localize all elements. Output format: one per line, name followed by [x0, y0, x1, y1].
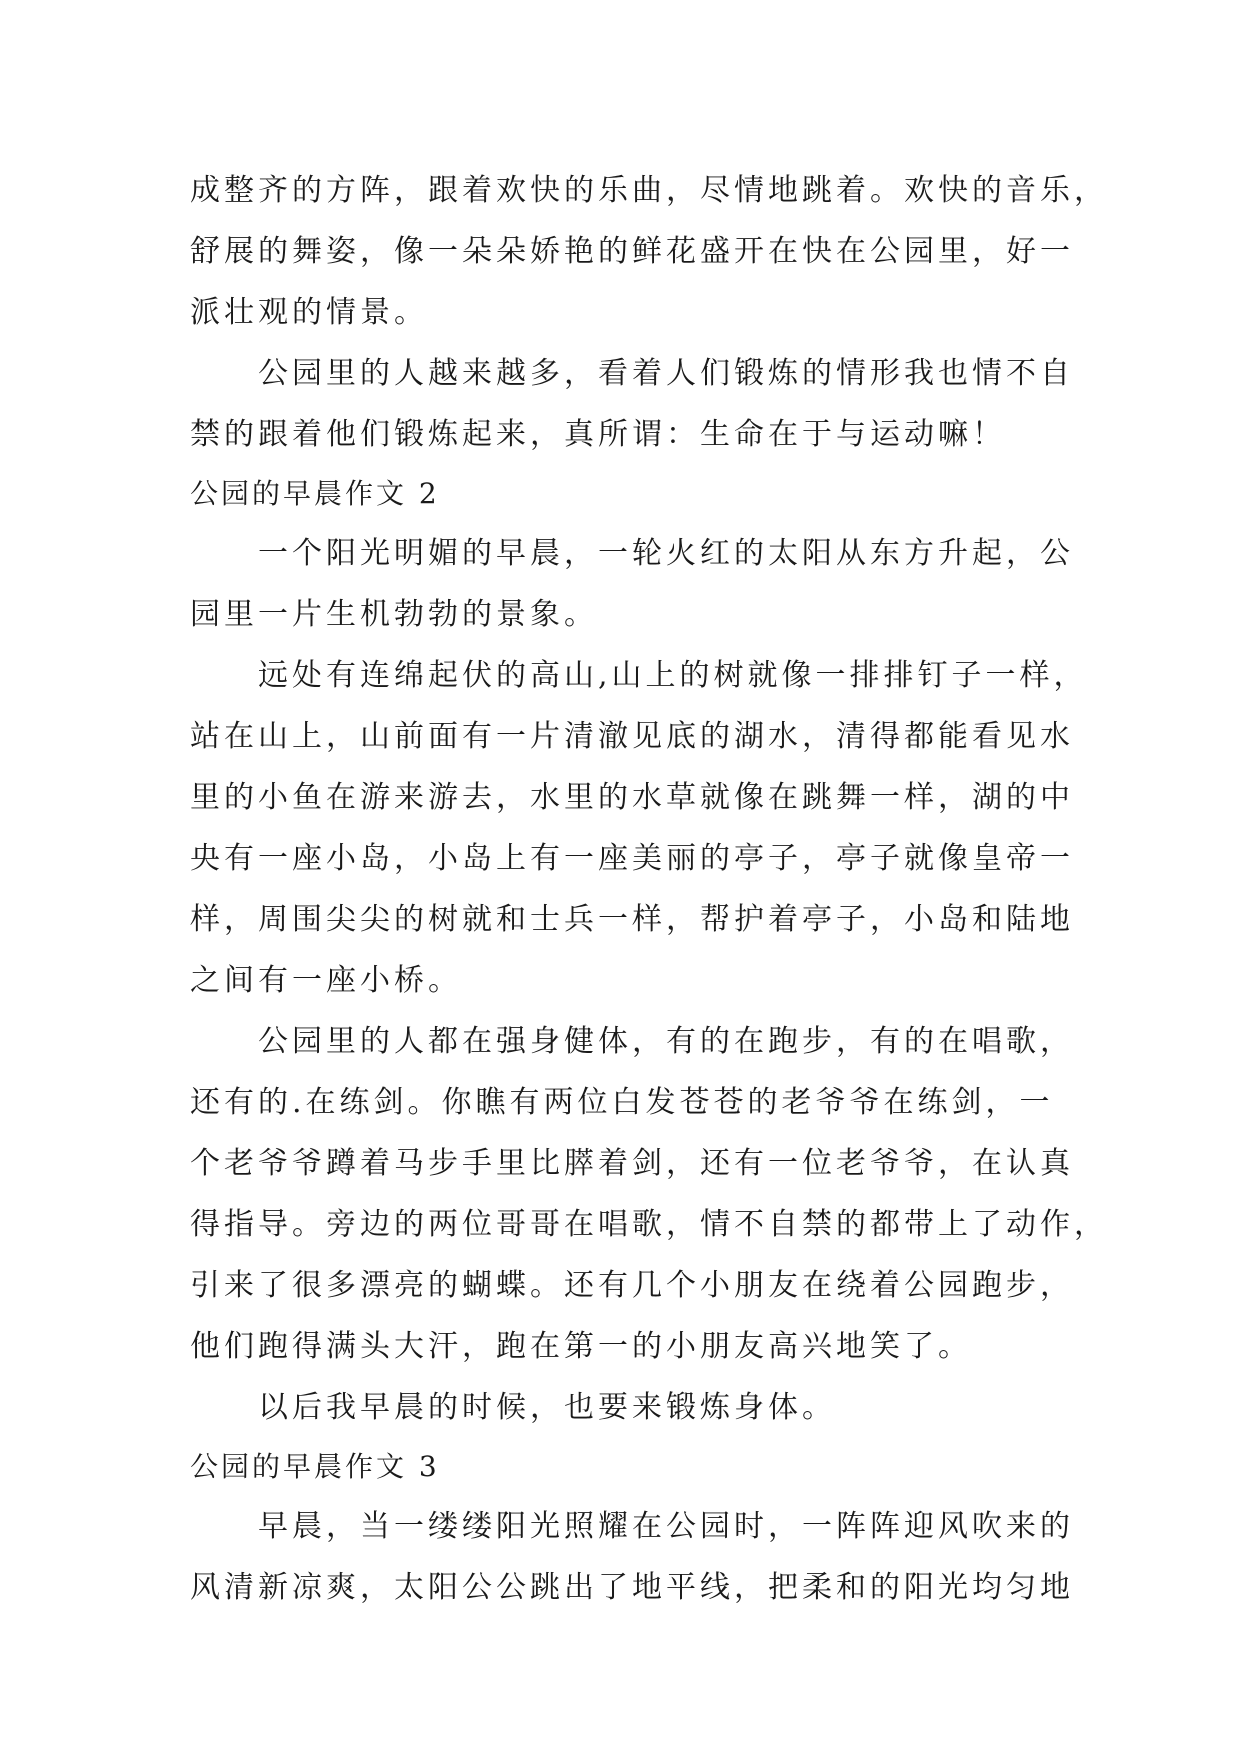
- text-line: 得指导。旁边的两位哥哥在唱歌，情不自禁的都带上了动作，: [190, 1207, 1108, 1242]
- paragraph-first-line: 远处有连绵起伏的高山,山上的树就像一排排钉子一样，: [258, 658, 1088, 693]
- text-line: 样，周围尖尖的树就和士兵一样，帮护着亭子，小岛和陆地: [190, 902, 1074, 937]
- paragraph-first-line: 以后我早晨的时候，也要来锻炼身体。: [258, 1390, 836, 1425]
- text-line: 成整齐的方阵，跟着欢快的乐曲，尽情地跳着。欢快的音乐，: [190, 173, 1108, 208]
- text-line: 舒展的舞姿，像一朵朵娇艳的鲜花盛开在快在公园里，好一: [190, 234, 1074, 269]
- section-heading-3: 公园的早晨作文 3: [190, 1450, 440, 1483]
- document-page: [190, 160, 1108, 1618]
- text-line: 站在山上，山前面有一片清澈见底的湖水，清得都能看见水: [190, 719, 1074, 754]
- text-line: 园里一片生机勃勃的景象。: [190, 597, 598, 632]
- paragraph-first-line: 一个阳光明媚的早晨，一轮火红的太阳从东方升起，公: [258, 536, 1074, 571]
- text-line: 之间有一座小桥。: [190, 963, 462, 998]
- text-line: 禁的跟着他们锻炼起来，真所谓：生命在于与运动嘛！: [190, 417, 1006, 452]
- text-line: 里的小鱼在游来游去，水里的水草就像在跳舞一样，湖的中: [190, 780, 1074, 815]
- text-line: 还有的.在练剑。你瞧有两位白发苍苍的老爷爷在练剑，一: [190, 1085, 1054, 1120]
- text-line: 风清新凉爽，太阳公公跳出了地平线，把柔和的阳光均匀地: [190, 1570, 1074, 1605]
- text-line: 央有一座小岛，小岛上有一座美丽的亭子，亭子就像皇帝一: [190, 841, 1074, 876]
- text-line: 引来了很多漂亮的蝴蝶。还有几个小朋友在绕着公园跑步，: [190, 1268, 1074, 1303]
- paragraph-first-line: 公园里的人越来越多，看着人们锻炼的情形我也情不自: [258, 356, 1074, 391]
- paragraph-first-line: 公园里的人都在强身健体，有的在跑步，有的在唱歌，: [258, 1024, 1074, 1059]
- text-line: 派壮观的情景。: [190, 295, 428, 330]
- text-line: 他们跑得满头大汗，跑在第一的小朋友高兴地笑了。: [190, 1329, 972, 1364]
- section-heading-2: 公园的早晨作文 2: [190, 477, 440, 510]
- paragraph-first-line: 早晨，当一缕缕阳光照耀在公园时，一阵阵迎风吹来的: [258, 1509, 1074, 1544]
- text-line: 个老爷爷蹲着马步手里比膵着剑，还有一位老爷爷，在认真: [190, 1146, 1074, 1181]
